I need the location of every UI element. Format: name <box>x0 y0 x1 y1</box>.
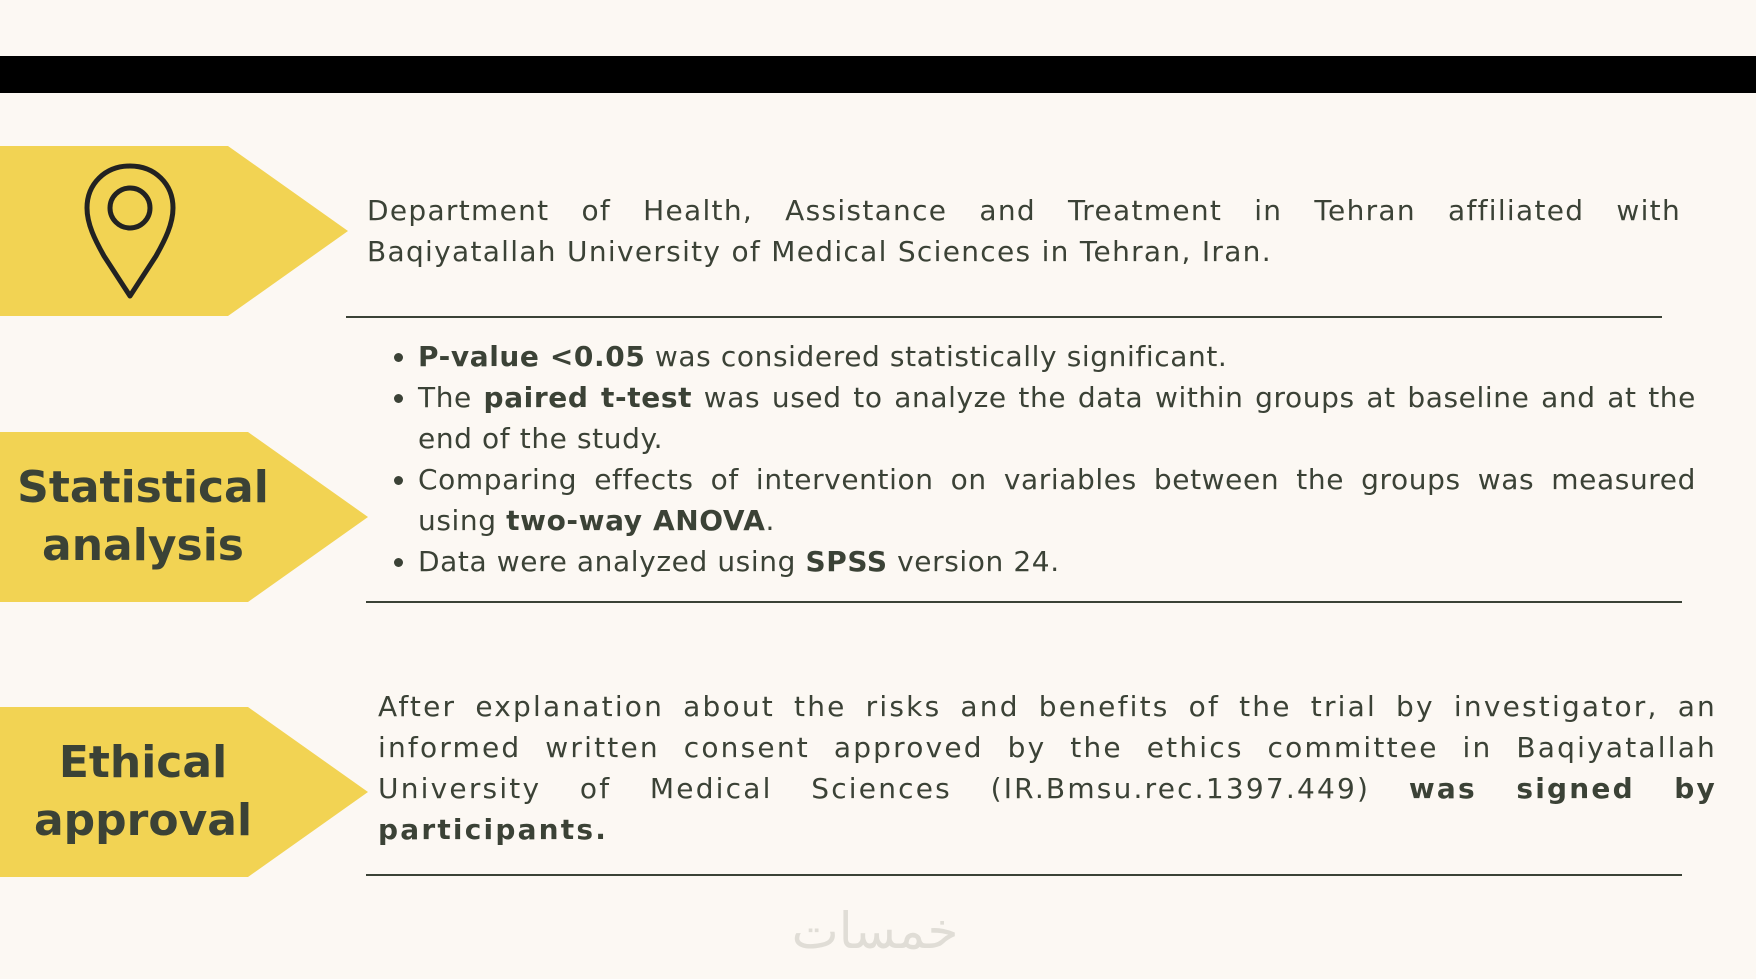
title-line: approval <box>33 795 253 846</box>
title-line: Ethical <box>58 737 228 788</box>
bullet-text: was considered statistically significant. <box>645 340 1228 373</box>
bullet-text: was used to analyze the data within groups at baseline and at the end of the study. <box>418 381 1696 455</box>
bullet-item <box>418 377 1696 459</box>
bold-text: two-way ANOVA <box>506 504 766 537</box>
ethics-text <box>378 686 1717 850</box>
bullet-text: . <box>765 504 776 537</box>
divider <box>366 874 1682 876</box>
bold-text: P-value <0.05 <box>418 340 646 373</box>
bold-text: SPSS <box>805 545 888 578</box>
bullet-text: Comparing effects of intervention on variables between the groups was measured using <box>418 463 1696 537</box>
bullet-item <box>418 541 1696 582</box>
divider <box>346 316 1662 318</box>
divider <box>366 601 1682 603</box>
ethics-bold: was signed by participants. <box>378 772 1717 846</box>
location-text: Department of Health, Assistance and Treatment in Tehran affiliated with Baqiyatallah University of Medical Sciences in Tehran, Iran. <box>367 194 1681 268</box>
bullet-item <box>418 459 1696 541</box>
location-pin-icon <box>82 162 178 300</box>
ethical-approval-title <box>0 734 286 850</box>
bold-text: paired t-test <box>483 381 693 414</box>
ethics-body: After explanation about the risks and benefits of the trial by investigator, an informed written consent approved by the ethics committee in Baqiyatallah University of Medical Sciences (IR.Bmsu.rec.1397.449) <box>378 690 1717 805</box>
top-bar <box>0 56 1756 93</box>
bullet-text: Data were analyzed using <box>418 545 806 578</box>
bullet-text: The <box>418 381 484 414</box>
title-line: Statistical <box>17 462 269 513</box>
statistical-bullet-list <box>383 336 1696 582</box>
statistical-analysis-title <box>0 459 286 575</box>
bullet-text: version 24. <box>887 545 1060 578</box>
watermark-logo: خمسات <box>791 902 959 960</box>
title-line: analysis <box>42 520 244 571</box>
bullet-item <box>418 336 1696 377</box>
